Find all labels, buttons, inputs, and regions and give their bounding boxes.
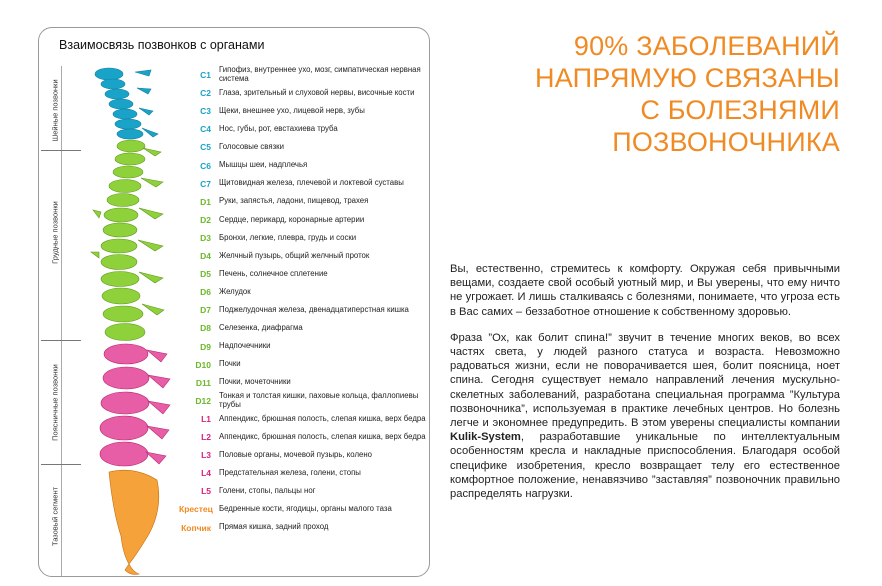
vertebra-row (179, 446, 429, 464)
vertebra-row (179, 428, 429, 446)
vertebra-organs: Аппендикс, брюшная полость, слепая кишка, верх бедра (219, 413, 426, 423)
paragraph-main-start: Фраза ”Ох, как болит спина!” звучит в течение многих веков, во всех частях света, у людей разного статуса и возраста. Невозможно радоваться жизни, если не поворачивается шея, болит поясница, ноет спина. Сегодня существует немало направлений лечения мускульно-скелетных заболеваний, разработана специальная программа ”Культура позвоночника”, используемая в практике лечебных центров. Но болезнь легче и экономнее предупредить. В этом уверены специалисты компании (450, 331, 840, 430)
lumbar-vertebrae (100, 344, 170, 466)
paragraph-main-end: , разработавшие уникальные по интеллектуальным особенностям кресла и накладные приспособления. Благодаря особой специфике изобретения, кресло возвращает телу его естественное комфортное положение, ненавязчиво ”заставляя” позвоночник правильно распределять нагрузки. (450, 431, 840, 501)
vertebra-code: D8 (200, 323, 211, 334)
vertebra-organs: Почки, мочеточники (219, 377, 291, 387)
vertebra-row (179, 482, 429, 500)
vertebrae-organs-card (38, 27, 430, 577)
paragraph-intro: Вы, естественно, стремитесь к комфорту. Окружая себя привычными вещами, создаете свой особый уютный мир, и Вы уверены, что ему ничто не угрожает. И лишь сталкиваясь с болезнями, понимаете, что угроза есть в Вас самих – беззаботное отношение к собственному здоровью. (450, 263, 840, 318)
vertebra-row (179, 265, 429, 283)
vertebra-organs: Надпочечники (219, 341, 271, 351)
vertebra-row (179, 319, 429, 337)
vertebra-row (179, 102, 429, 120)
paragraph-main (450, 331, 840, 501)
vertebra-organs: Селезенка, диафрагма (219, 323, 303, 333)
vertebra-code: D5 (200, 269, 211, 280)
vertebra-row (179, 120, 429, 138)
vertebra-code: C3 (200, 106, 211, 117)
vertebra-row (179, 338, 429, 356)
vertebra-code: D9 (200, 341, 211, 352)
vertebra-code: L4 (201, 468, 211, 479)
vertebra-row (179, 356, 429, 374)
vertebra-code: C2 (200, 88, 211, 99)
vertebra-code: D7 (200, 305, 211, 316)
vertebra-code: D6 (200, 287, 211, 298)
vertebra-code: D1 (200, 196, 211, 207)
vertebra-organs: Аппендикс, брюшная полость, слепая кишка, верх бедра (219, 431, 426, 441)
vertebra-organs: Желчный пузырь, общий желчный проток (219, 250, 370, 260)
vertebra-code: L5 (201, 486, 211, 497)
vertebra-organs: Руки, запястья, ладони, пищевод, трахея (219, 196, 369, 206)
vertebra-code: L3 (201, 450, 211, 461)
vertebra-organs: Мышцы шеи, надплечья (219, 160, 308, 170)
vertebra-code: D11 (195, 377, 211, 388)
vertebra-organs: Сердце, перикард, коронарные артерии (219, 214, 365, 224)
section-label-pelvic: Тазовый сегмент (50, 486, 60, 547)
vertebra-code: C4 (200, 124, 211, 135)
vertebra-code: Копчик (181, 522, 211, 533)
vertebra-row (179, 193, 429, 211)
vertebra-organs: Прямая кишка, задний проход (219, 522, 329, 532)
vertebra-organs: Голосовые связки (219, 142, 284, 152)
headline (535, 30, 840, 158)
vertebra-organs: Тонкая и толстая кишки, паховые кольца, фаллопиевы трубы (219, 391, 419, 409)
vertebra-code: C1 (200, 70, 211, 80)
vertebra-row (179, 464, 429, 482)
vertebra-row (179, 519, 429, 537)
vertebra-row (179, 500, 429, 518)
vertebra-row (179, 229, 429, 247)
vertebra-organs: Желудок (219, 286, 251, 296)
vertebra-organs: Печень, солнечное сплетение (219, 268, 328, 278)
vertebra-code: D4 (200, 251, 211, 261)
vertebra-organs: Щеки, внешнее ухо, лицевой нерв, зубы (219, 105, 365, 115)
vertebra-row (179, 66, 429, 84)
vertebra-row (179, 301, 429, 319)
article-text (450, 262, 840, 513)
vertebra-code: L2 (201, 432, 211, 442)
vertebra-row (179, 84, 429, 102)
vertebra-row (179, 138, 429, 156)
vertebra-organs: Бедренные кости, ягодицы, органы малого таза (219, 504, 392, 514)
vertebra-code: C5 (200, 142, 211, 153)
section-label-thoracic: Грудные позвонки (50, 201, 60, 264)
section-label-cervical: Шейные позвонки (50, 79, 60, 142)
vertebra-organs: Щитовидная железа, плечевой и локтевой суставы (219, 178, 404, 188)
vertebra-row (179, 175, 429, 193)
sacrum-coccyx (109, 470, 159, 574)
vertebra-code: D10 (195, 359, 211, 370)
brand-name: Kulik-System (450, 431, 521, 444)
thoracic-vertebrae (91, 140, 164, 341)
vertebra-organs: Предстательная железа, голени, стопы (219, 467, 361, 477)
vertebra-code: D3 (200, 232, 211, 243)
card-title: Взаимосвязь позвонков с органами (59, 38, 265, 52)
cervical-vertebrae (95, 68, 158, 139)
headline-line: С БОЛЕЗНЯМИ (640, 95, 840, 125)
vertebra-row (179, 374, 429, 392)
vertebra-organs: Поджелудочная железа, двенадцатиперстная кишка (219, 305, 409, 314)
vertebra-code: L1 (201, 413, 211, 424)
vertebra-row (179, 410, 429, 428)
headline-line: НАПРЯМУЮ СВЯЗАНЫ (535, 63, 840, 93)
vertebra-code: D2 (200, 214, 211, 225)
vertebra-row (179, 211, 429, 229)
headline-line: ПОЗВОНОЧНИКА (612, 127, 840, 157)
vertebra-organs: Гипофиз, внутреннее ухо, мозг, симпатическая нервная система (219, 65, 421, 83)
vertebra-organs: Половые органы, мочевой пузырь, колено (219, 449, 372, 459)
vertebra-row (179, 392, 429, 410)
vertebra-organs: Почки (219, 359, 241, 369)
vertebra-organs: Глаза, зрительный и слуховой нервы, височные кости (219, 87, 415, 97)
spine-illustration (39, 28, 179, 578)
vertebra-organs: Бронхи, легкие, плевра, грудь и соски (219, 232, 357, 242)
vertebra-row (179, 157, 429, 175)
vertebra-organs: Нос, губы, рот, евстахиева труба (219, 124, 338, 133)
vertebra-code: C6 (200, 160, 211, 171)
vertebra-code: Крестец (179, 504, 213, 515)
vertebra-code: D12 (195, 395, 211, 406)
headline-line: 90% ЗАБОЛЕВАНИЙ (573, 31, 840, 61)
vertebra-row (179, 247, 429, 265)
vertebra-organs: Голени, стопы, пальцы ног (219, 486, 316, 495)
section-label-lumbar: Поясничные позвонки (50, 364, 60, 441)
vertebra-code: C7 (200, 178, 211, 189)
vertebra-row (179, 283, 429, 301)
